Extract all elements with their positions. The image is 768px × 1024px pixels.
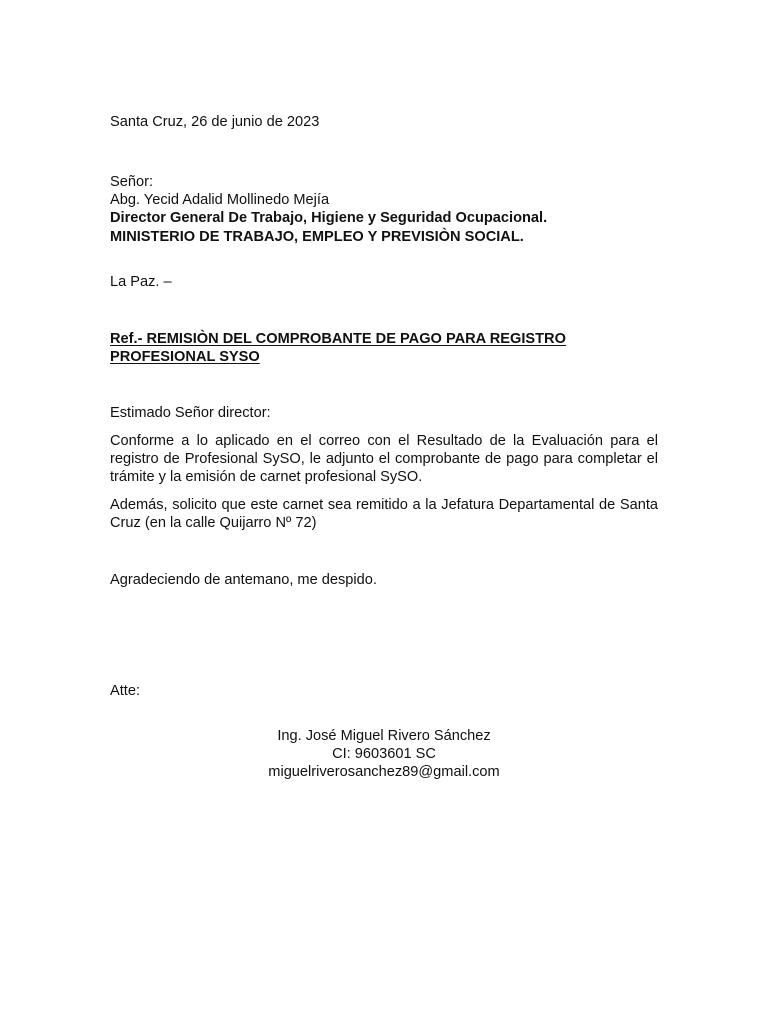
signature-email: miguelriverosanchez89@gmail.com (268, 764, 500, 781)
recipient-institution: MINISTERIO DE TRABAJO, EMPLEO Y PREVISIÒN SOCIAL. (110, 228, 524, 245)
recipient-title: Director General De Trabajo, Higiene y Seguridad Ocupacional. (110, 210, 548, 227)
body-paragraph-2: Además, solicito que este carnet sea remitido a la Jefatura Departamental de Santa Cruz (en la calle Quijarro Nº 72) (110, 497, 658, 532)
body-paragraph-1: Conforme a lo aplicado en el correo con el Resultado de la Evaluación para el registro de Profesional SySO, le adjunto el comprobante de pago para completar el trámite y la emisión de carnet profesional SySO. (110, 433, 658, 486)
place-date: Santa Cruz, 26 de junio de 2023 (110, 114, 320, 130)
reference-line-1: Ref.- REMISIÒN DEL COMPROBANTE DE PAGO PARA REGISTRO (110, 331, 566, 347)
signature-name: Ing. José Miguel Rivero Sánchez (277, 728, 491, 744)
recipient-name: Abg. Yecid Adalid Mollinedo Mejía (110, 192, 330, 209)
recipient-salutation: Señor: (110, 174, 153, 190)
signature-block (110, 727, 658, 782)
greeting: Estimado Señor director: (110, 405, 271, 421)
recipient-block (110, 173, 658, 246)
reference-block (110, 330, 658, 366)
reference-line-2: PROFESIONAL SYSO (110, 349, 260, 366)
signature-id: CI: 9603601 SC (332, 746, 436, 763)
closing: Agradeciendo de antemano, me despido. (110, 572, 377, 588)
recipient-city: La Paz. – (110, 274, 172, 290)
sign-off: Atte: (110, 683, 141, 699)
